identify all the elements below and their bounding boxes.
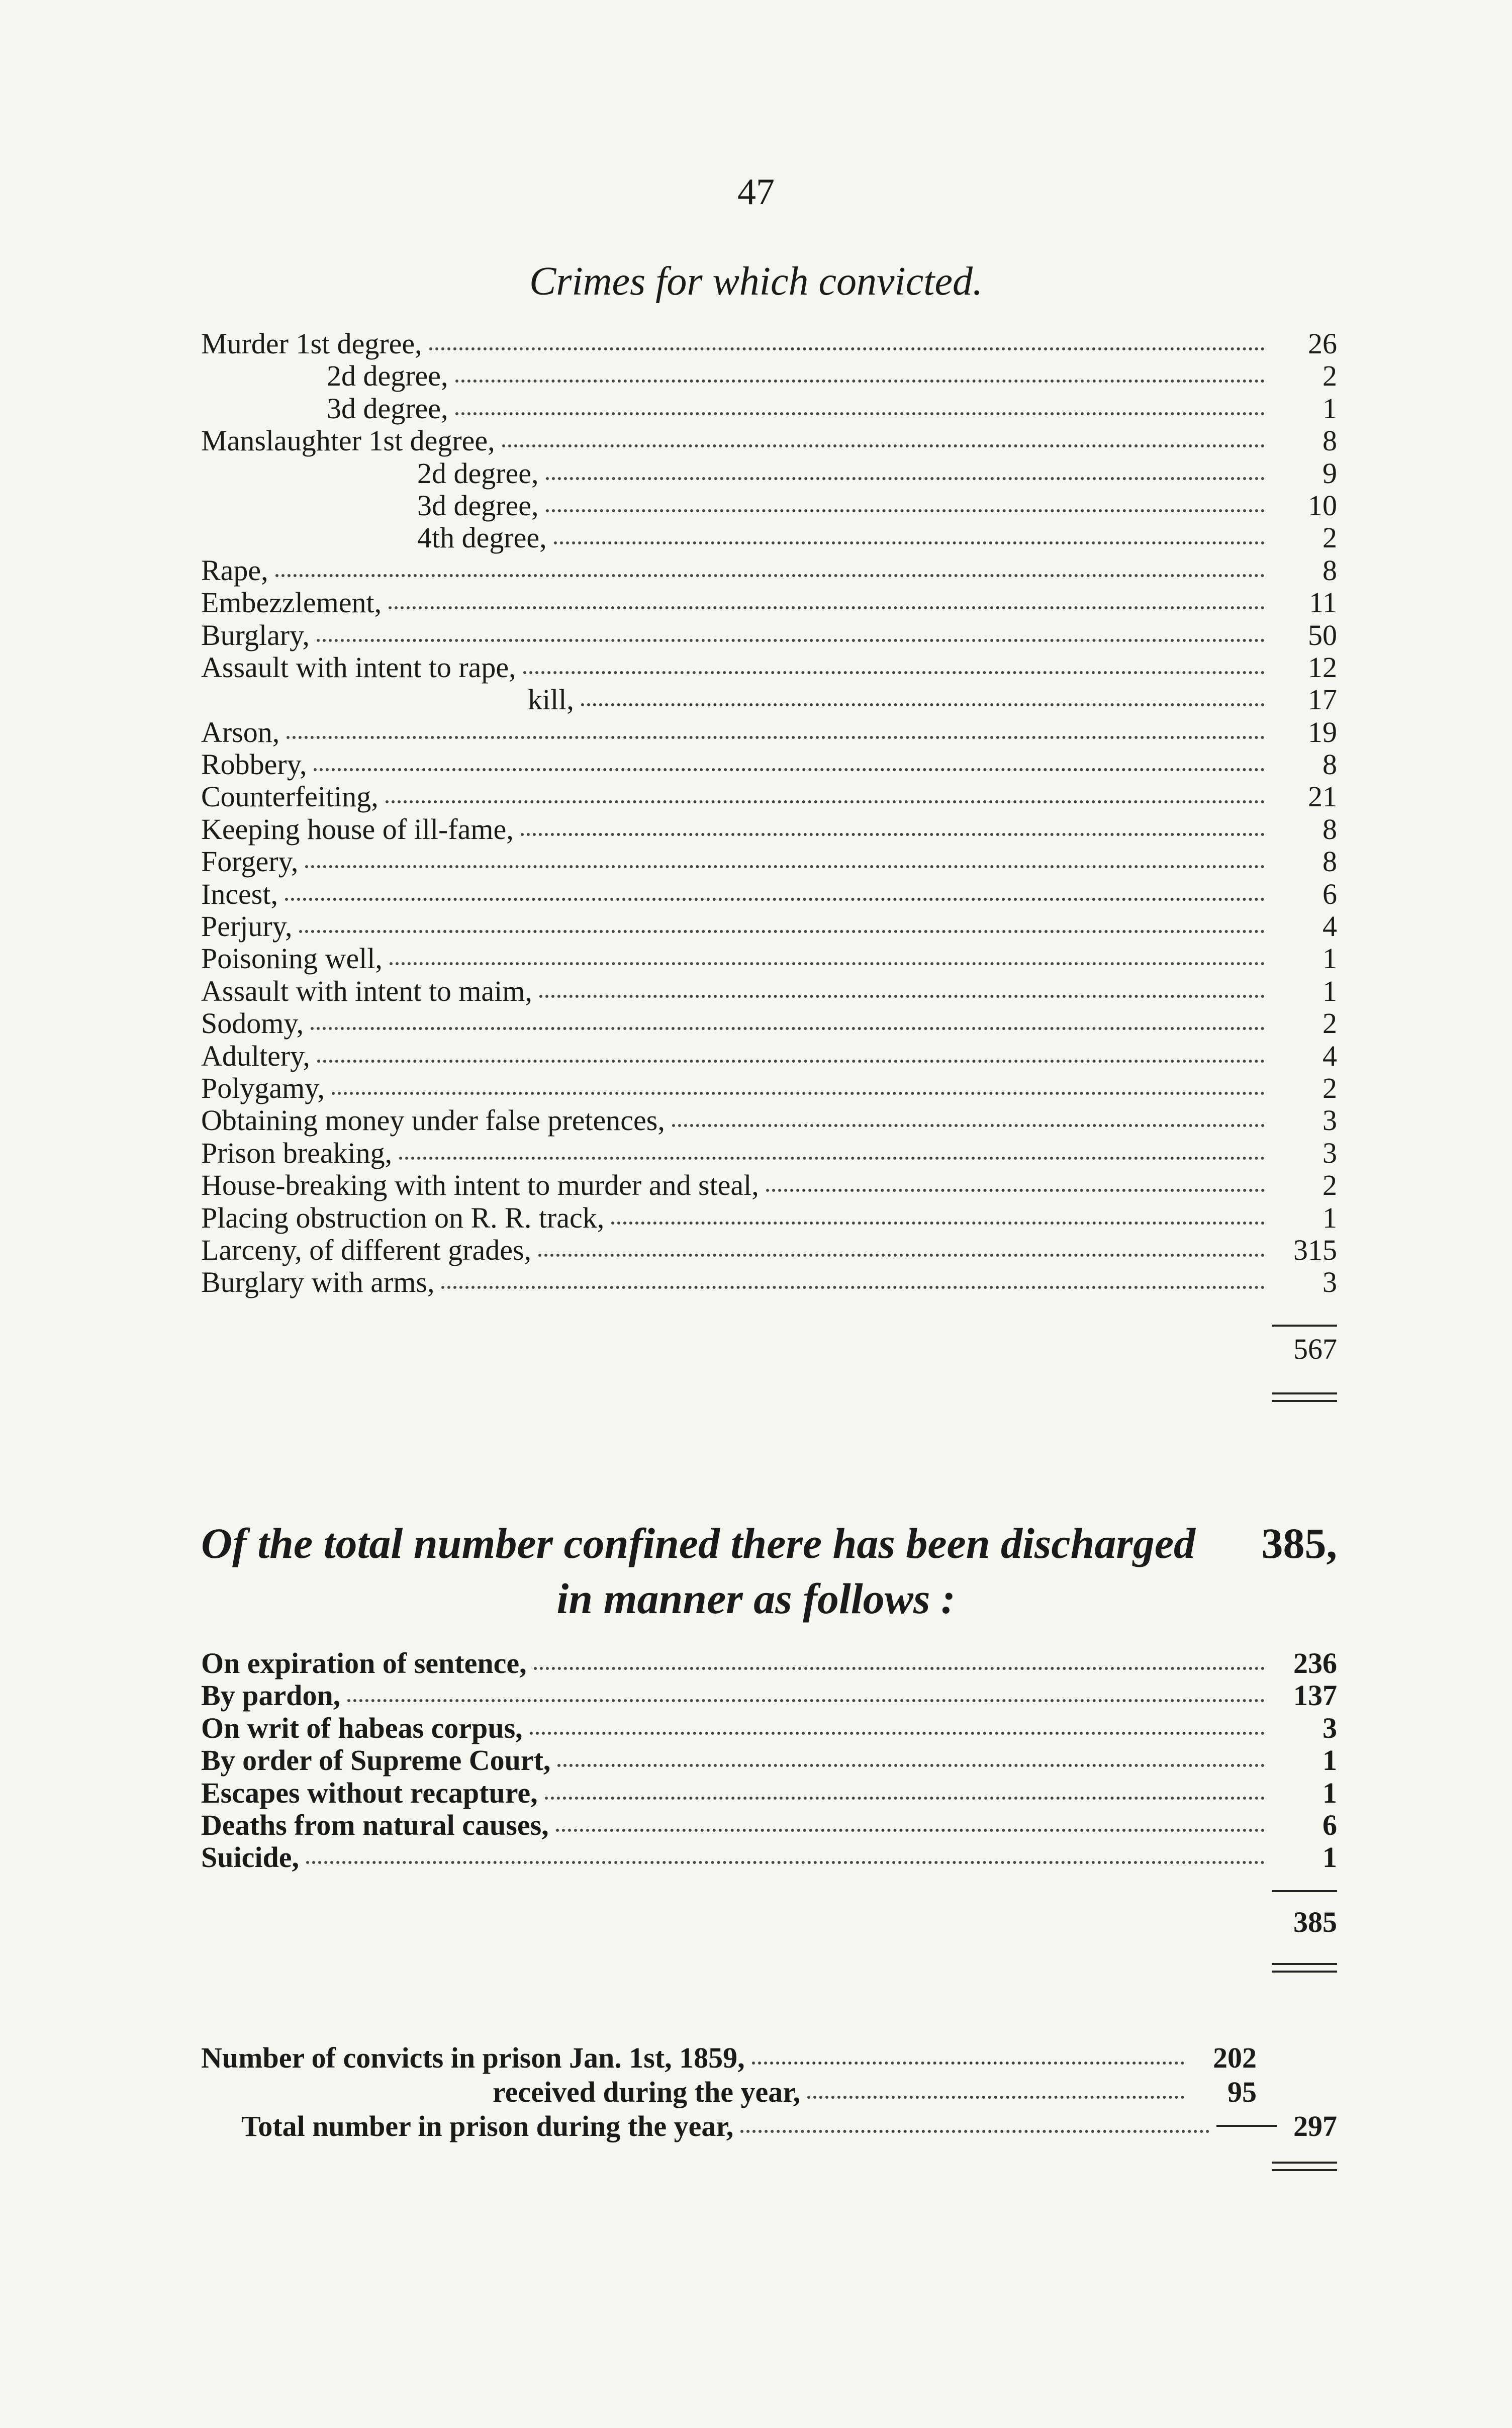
leader-dots	[611, 1222, 1265, 1225]
crime-row-label: Prison breaking,	[201, 1136, 393, 1169]
crime-row-value: 1	[1322, 1201, 1337, 1234]
discharged-double-rule-top	[1272, 1963, 1337, 1965]
crime-row	[201, 1103, 1337, 1136]
summary-label-jan: Number of convicts in prison Jan. 1st, 1859,	[201, 2041, 745, 2074]
crime-row-value: 6	[1322, 877, 1337, 910]
crime-row	[201, 974, 1337, 1006]
discharge-row-value: 6	[1322, 1808, 1337, 1841]
discharge-row-label: On expiration of sentence,	[201, 1647, 527, 1679]
discharge-row	[201, 1678, 1337, 1711]
crime-row	[201, 650, 1337, 683]
crime-row	[201, 618, 1337, 650]
leader-dots	[546, 509, 1265, 512]
leader-dots	[556, 1829, 1265, 1832]
crime-row-label: House-breaking with intent to murder and steal,	[201, 1169, 759, 1202]
leader-dots	[455, 412, 1265, 415]
crime-row	[201, 812, 1337, 845]
crime-row-label: 3d degree,	[327, 392, 448, 425]
crime-row-label: Rape,	[201, 553, 268, 587]
crime-row-value: 2	[1322, 521, 1337, 554]
discharge-row-label: By order of Supreme Court,	[201, 1744, 551, 1777]
crime-row	[201, 1071, 1337, 1103]
discharge-row	[201, 1646, 1337, 1678]
crime-row	[201, 1006, 1337, 1039]
leader-dots	[752, 2062, 1184, 2065]
leader-dots	[311, 1027, 1265, 1030]
discharge-row-label: Deaths from natural causes,	[201, 1808, 549, 1841]
discharge-row-value: 137	[1293, 1679, 1337, 1712]
crime-row-value: 8	[1322, 424, 1337, 457]
crimes-table	[201, 327, 1337, 1298]
crime-row	[201, 327, 1337, 359]
crime-row-label: Manslaughter 1st degree,	[201, 424, 495, 457]
crime-row-label: Burglary with arms,	[201, 1266, 435, 1299]
crime-row	[201, 1136, 1337, 1168]
summary-value-jan: 202	[1213, 2041, 1257, 2074]
crime-row	[201, 1039, 1337, 1071]
crime-row-value: 8	[1322, 845, 1337, 878]
leader-dots	[389, 606, 1265, 609]
crime-row-label: Adultery,	[201, 1039, 310, 1072]
summary-double-rule-top	[1272, 2162, 1337, 2164]
crime-row-label: Burglary,	[201, 618, 310, 651]
crime-row-value: 2	[1322, 1007, 1337, 1040]
crime-row-label: Keeping house of ill-fame,	[201, 812, 514, 846]
crime-row-label: 2d degree,	[417, 456, 539, 490]
summary-row-received	[201, 2075, 1337, 2109]
discharge-row-label: By pardon,	[201, 1679, 341, 1712]
crime-row	[201, 683, 1337, 715]
crime-row-value: 21	[1308, 780, 1337, 813]
page-number: 47	[737, 171, 775, 213]
summary-value-received: 95	[1227, 2076, 1257, 2108]
summary-label-received: received during the year,	[493, 2076, 801, 2108]
crime-row-value: 8	[1322, 812, 1337, 846]
crime-row-label: Robbery,	[201, 748, 307, 781]
crime-row	[201, 942, 1337, 974]
leader-dots	[347, 1699, 1265, 1702]
crime-row-label: 2d degree,	[327, 359, 448, 393]
crime-row	[201, 489, 1337, 521]
discharge-row-label: On writ of habeas corpus,	[201, 1711, 523, 1744]
discharged-heading-text: Of the total number confined there has been discharged	[201, 1519, 1196, 1567]
crime-row-value: 26	[1308, 327, 1337, 360]
crime-row-label: Perjury,	[201, 910, 293, 943]
discharge-row-value: 1	[1322, 1776, 1337, 1809]
summary-block	[201, 2041, 1337, 2143]
crime-row	[201, 553, 1337, 586]
crime-row	[201, 909, 1337, 942]
crimes-heading: Crimes for which convicted.	[529, 259, 983, 304]
crime-row-label: Counterfeiting,	[201, 780, 379, 813]
discharge-row-value: 1	[1322, 1744, 1337, 1777]
leader-dots	[581, 703, 1265, 706]
leader-dots	[672, 1124, 1265, 1127]
crime-row	[201, 780, 1337, 812]
leader-dots	[299, 930, 1265, 933]
crime-row	[201, 392, 1337, 424]
leader-dots	[455, 380, 1265, 383]
crime-row	[201, 1168, 1337, 1200]
leader-dots	[275, 574, 1265, 577]
leader-dots	[538, 1254, 1265, 1257]
crime-row-value: 1	[1322, 974, 1337, 1007]
summary-value-total: 297	[1293, 2110, 1337, 2142]
crime-row	[201, 877, 1337, 909]
discharge-row	[201, 1840, 1337, 1873]
crime-row-label: Larceny, of different grades,	[201, 1233, 532, 1266]
leader-dots	[399, 1157, 1265, 1160]
crime-row-label: Sodomy,	[201, 1007, 304, 1040]
crime-row	[201, 845, 1337, 877]
crime-row-label: Murder 1st degree,	[201, 327, 422, 360]
discharge-row	[201, 1808, 1337, 1840]
leader-dots	[332, 1092, 1265, 1095]
discharge-row-value: 1	[1322, 1841, 1337, 1874]
crime-row-label: Poisoning well,	[201, 942, 383, 975]
leader-dots	[287, 736, 1265, 739]
crime-row-value: 8	[1322, 553, 1337, 587]
summary-double-rule-bottom	[1272, 2169, 1337, 2171]
summary-row-jan	[201, 2041, 1337, 2075]
leader-dots	[441, 1286, 1265, 1289]
crime-row-value: 2	[1322, 1169, 1337, 1202]
discharged-heading	[201, 1518, 1337, 1568]
leader-dots	[766, 1189, 1265, 1192]
crime-row	[201, 748, 1337, 780]
crime-row-value: 8	[1322, 748, 1337, 781]
leader-dots	[386, 800, 1265, 803]
crime-row-value: 19	[1308, 715, 1337, 749]
crime-row-value: 12	[1308, 650, 1337, 684]
summary-dash	[1216, 2125, 1277, 2127]
crime-row-value: 2	[1322, 359, 1337, 393]
crime-row	[201, 1201, 1337, 1233]
crime-row	[201, 1265, 1337, 1297]
crime-row	[201, 521, 1337, 553]
leader-dots	[317, 1060, 1265, 1063]
discharge-row-label: Suicide,	[201, 1841, 299, 1874]
crime-row-label: Assault with intent to maim,	[201, 974, 532, 1007]
crime-row-label: Placing obstruction on R. R. track,	[201, 1201, 605, 1234]
crimes-total: 567	[1293, 1333, 1337, 1365]
crime-row-value: 9	[1322, 456, 1337, 490]
leader-dots	[740, 2130, 1209, 2133]
discharge-row-label: Escapes without recapture,	[201, 1776, 538, 1809]
crimes-double-rule-bottom	[1272, 1400, 1337, 1402]
crime-row	[201, 715, 1337, 748]
crime-row	[201, 586, 1337, 618]
leader-dots	[285, 898, 1265, 901]
crime-row-value: 10	[1308, 489, 1337, 522]
crime-row-label: Obtaining money under false pretences,	[201, 1104, 665, 1137]
crime-row-label: 3d degree,	[417, 489, 539, 522]
crimes-total-rule	[1272, 1325, 1337, 1327]
crime-row	[201, 359, 1337, 391]
discharged-count: 385,	[1261, 1519, 1337, 1567]
crime-row-label: Embezzlement,	[201, 586, 382, 619]
crime-row-label: Incest,	[201, 877, 278, 910]
crime-row	[201, 456, 1337, 489]
discharge-row	[201, 1743, 1337, 1776]
leader-dots	[305, 865, 1265, 868]
crime-row-label: Assault with intent to rape,	[201, 650, 516, 684]
leader-dots	[429, 347, 1265, 350]
crime-row-value: 4	[1322, 1039, 1337, 1072]
discharge-row-value: 3	[1322, 1711, 1337, 1744]
crime-row-value: 17	[1308, 683, 1337, 716]
crime-row-label: Polygamy,	[201, 1071, 325, 1104]
crime-row	[201, 424, 1337, 456]
leader-dots	[534, 1667, 1265, 1670]
crime-row-label: 4th degree,	[417, 521, 547, 554]
crime-row-label: Forgery,	[201, 845, 299, 878]
leader-dots	[523, 671, 1265, 674]
crime-row-value: 1	[1322, 942, 1337, 975]
crime-row	[201, 1233, 1337, 1265]
leader-dots	[807, 2096, 1184, 2099]
crime-row-value: 3	[1322, 1136, 1337, 1169]
crime-row-label: kill,	[528, 683, 574, 716]
crime-row-value: 3	[1322, 1104, 1337, 1137]
crime-row-value: 50	[1308, 618, 1337, 651]
leader-dots	[306, 1861, 1265, 1864]
leader-dots	[539, 995, 1265, 998]
leader-dots	[390, 962, 1265, 965]
discharge-row	[201, 1776, 1337, 1808]
discharged-double-rule-bottom	[1272, 1971, 1337, 1973]
leader-dots	[314, 768, 1265, 771]
crime-row-value: 315	[1293, 1233, 1337, 1266]
crime-row-label: Arson,	[201, 715, 280, 749]
summary-row-total	[201, 2109, 1337, 2143]
discharged-subheading: in manner as follows :	[556, 1574, 956, 1623]
leader-dots	[521, 833, 1265, 836]
crime-row-value: 2	[1322, 1071, 1337, 1104]
crime-row-value: 1	[1322, 392, 1337, 425]
summary-label-total: Total number in prison during the year,	[241, 2110, 734, 2142]
leader-dots	[546, 477, 1265, 480]
discharged-total: 385	[1293, 1906, 1337, 1938]
crime-row-value: 3	[1322, 1266, 1337, 1299]
leader-dots	[317, 639, 1265, 642]
leader-dots	[557, 1764, 1265, 1767]
discharged-total-rule	[1272, 1890, 1337, 1892]
crime-row-value: 4	[1322, 910, 1337, 943]
leader-dots	[530, 1732, 1265, 1735]
crimes-double-rule-top	[1272, 1392, 1337, 1394]
leader-dots	[554, 541, 1265, 544]
discharge-row-value: 236	[1293, 1647, 1337, 1679]
discharged-table	[201, 1646, 1337, 1873]
leader-dots	[502, 444, 1265, 447]
leader-dots	[545, 1797, 1265, 1800]
discharge-row	[201, 1711, 1337, 1743]
crime-row-value: 11	[1309, 586, 1337, 619]
